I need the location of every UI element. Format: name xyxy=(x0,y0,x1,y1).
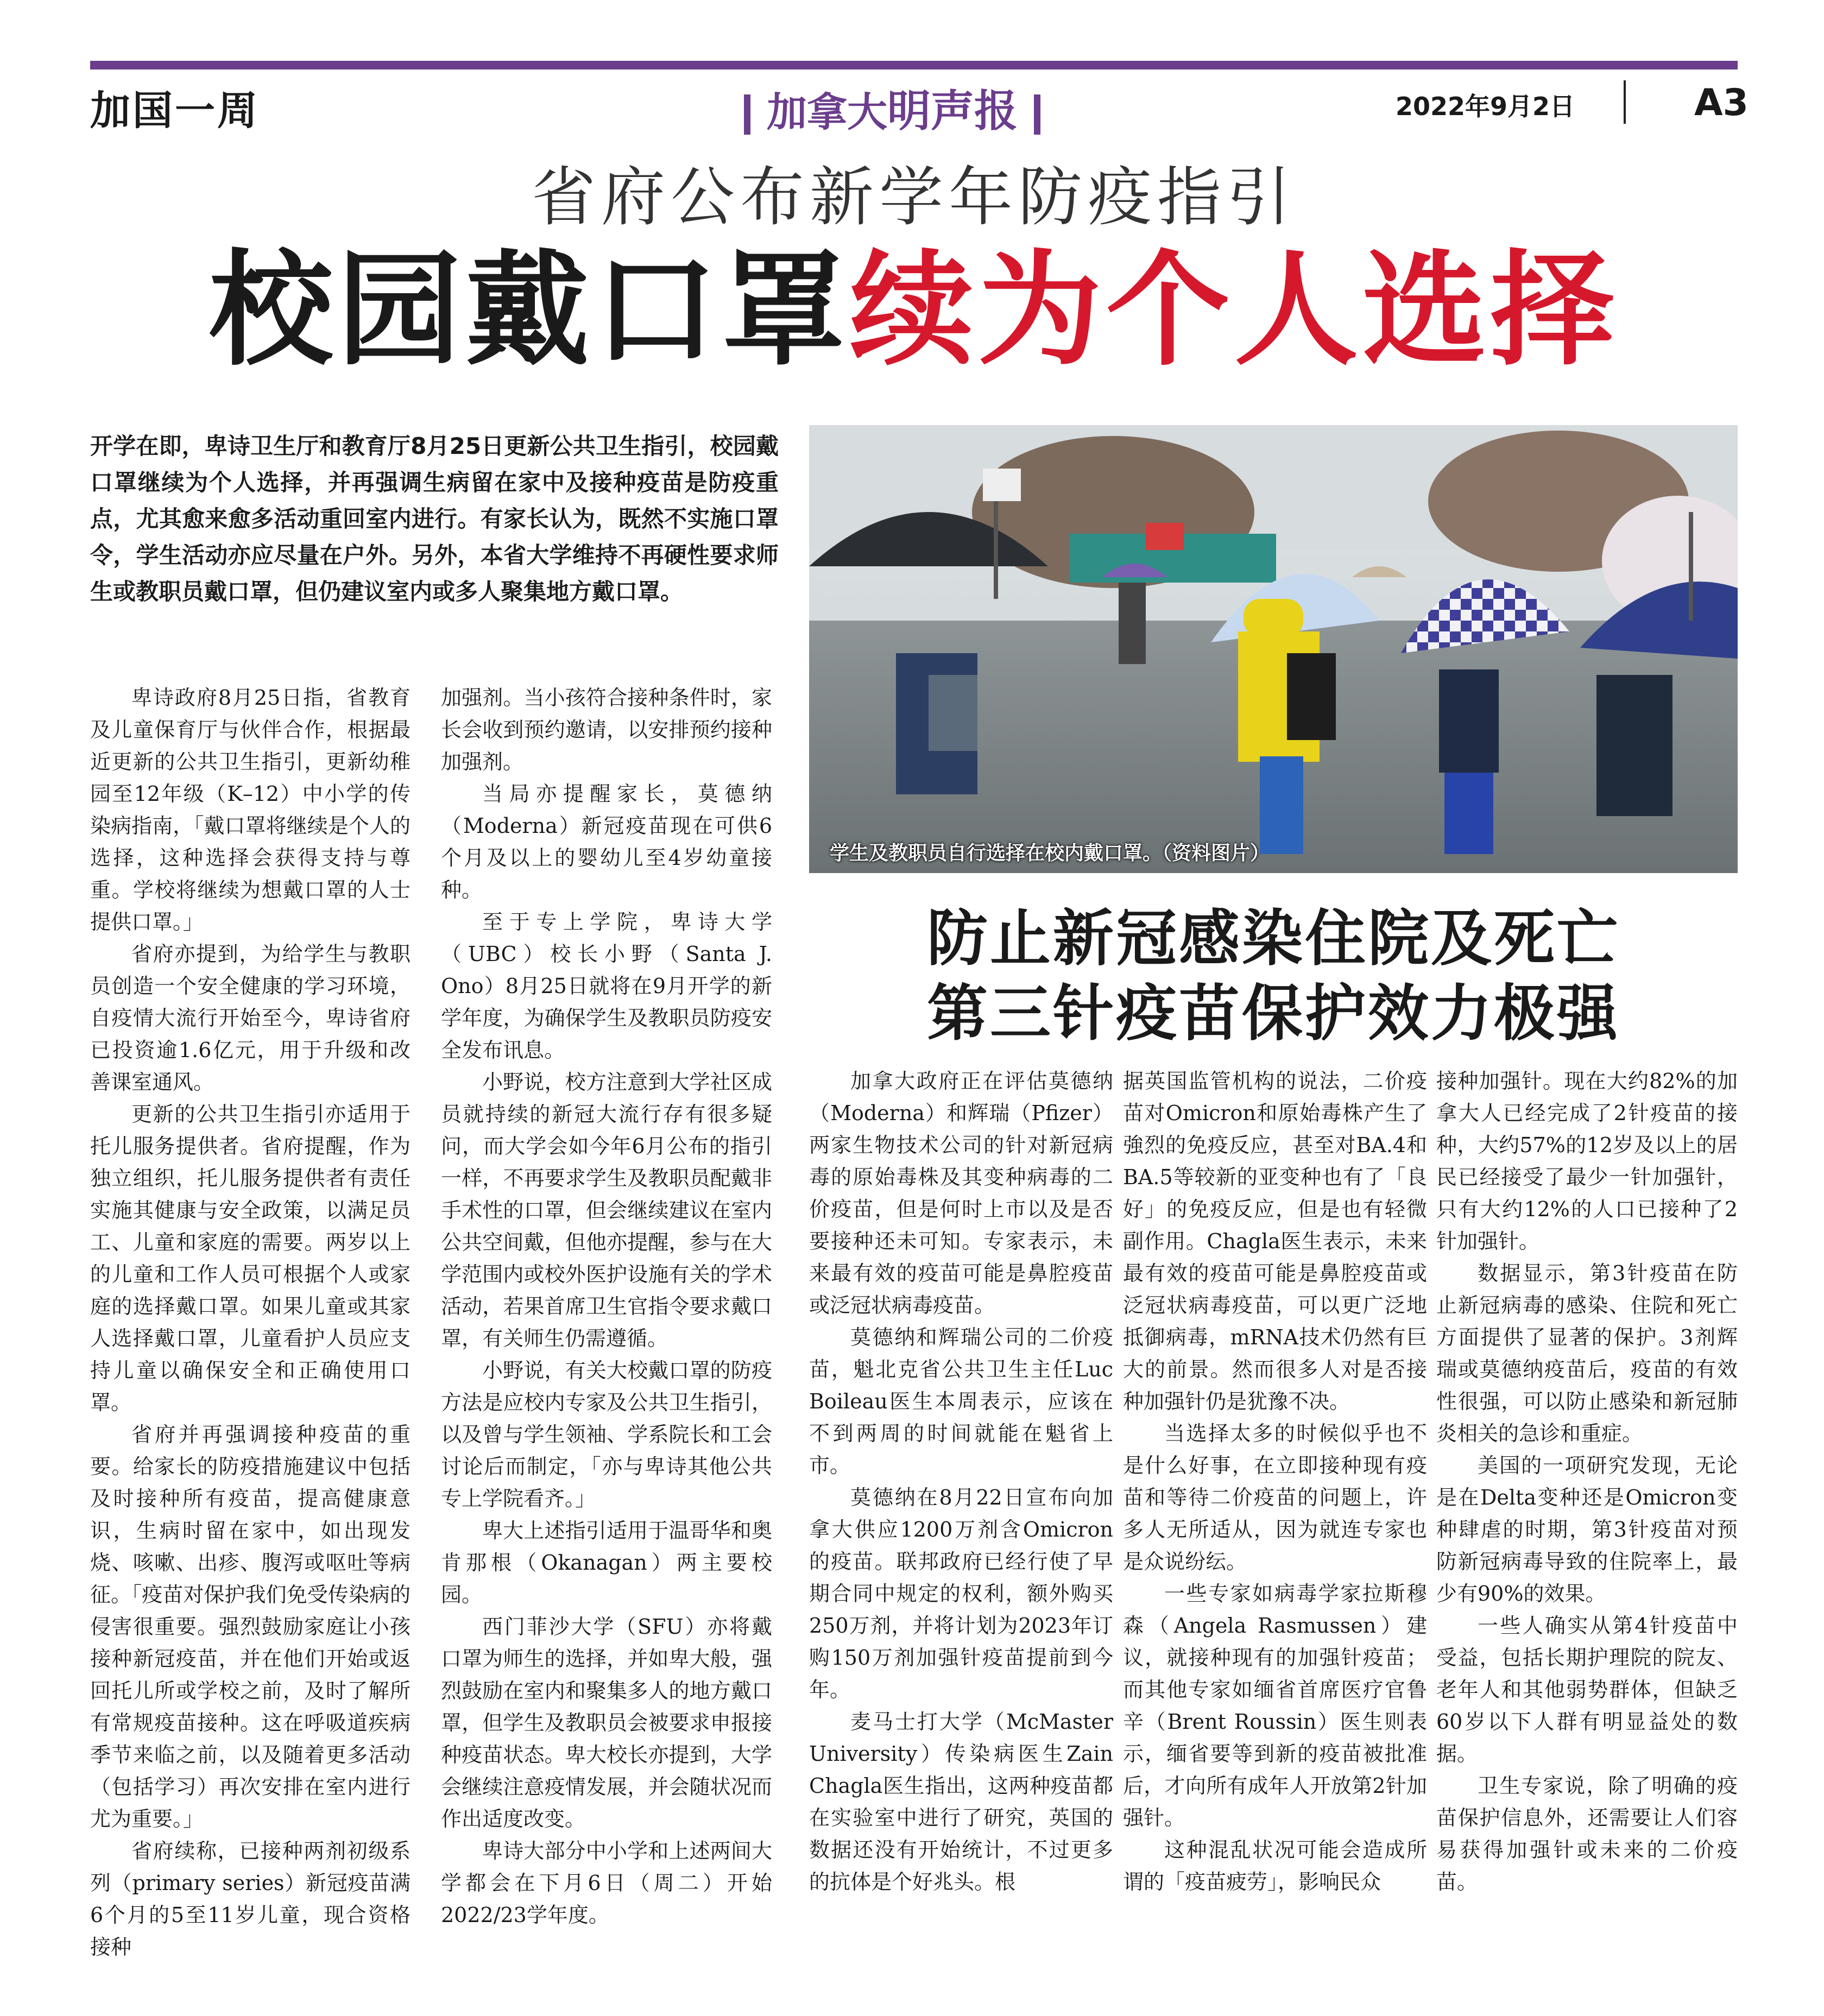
brand-bar-right xyxy=(1034,94,1040,135)
headline-black: 校园戴口罩 xyxy=(209,237,850,382)
paragraph: 省府续称，已接种两剂初级系列（primary series）新冠疫苗满6个月的5至11岁儿童，现合资格接种 xyxy=(90,1839,411,1959)
paragraph: 卑大上述指引适用于温哥华和奥肯那根（Okanagan）两主要校园。 xyxy=(441,1519,772,1607)
paragraph: 加拿大政府正在评估莫德纳（Moderna）和辉瑞（Pfizer）两家生物技术公司的针对新冠病毒的原始毒株及其变种病毒的二价疫苗，但是何时上市以及是否要接种还未可知。专家表示，未来最有效的疫苗可能是鼻腔疫苗或泛冠状病毒疫苗。 xyxy=(809,1069,1113,1317)
paragraph: 莫德纳在8月22日宣布向加拿大供应1200万剂含Omicron的疫苗。联邦政府已经行使了早期合同中规定的权利，额外购买250万剂，并将计划为2023年订购150万剂加强针疫苗提前到今年。 xyxy=(809,1486,1113,1702)
article1-column-1 xyxy=(90,682,411,1963)
paragraph: 西门菲沙大学（SFU）亦将戴口罩为师生的选择，并如卑大般，强烈鼓励在室内和聚集多人的地方戴口罩，但学生及教职员会被要求申报接种疫苗状态。卑大校长亦提到，大学会继续注意疫情发展，并会随状况而作出适度改变。 xyxy=(441,1615,772,1831)
paragraph: 更新的公共卫生指引亦适用于托儿服务提供者。省府提醒，作为独立组织，托儿服务提供者有责任实施其健康与安全政策，以满足员工、儿童和家庭的需要。两岁以上的儿童和工作人员可根据个人或家庭的选择戴口罩。如果儿童或其家人选择戴口罩，儿童看护人员应支持儿童以确保安全和正确使用口罩。 xyxy=(90,1102,411,1414)
paragraph: 一些人确实从第4针疫苗中受益，包括长期护理院的院友、老年人和其他弱势群体，但缺乏60岁以下人群有明显益处的数据。 xyxy=(1436,1614,1738,1766)
news-photo xyxy=(809,425,1738,873)
paragraph: 省府并再强调接种疫苗的重要。给家长的防疫措施建议中包括及时接种所有疫苗，提高健康意识，生病时留在家中，如出现发烧、咳嗽、出疹、腹泻或呕吐等病征。「疫苗对保护我们免受传染病的侵害很重要。强烈鼓励家庭让小孩接种新冠疫苗，并在他们开始或返回托儿所或学校之前，及时了解所有常规疫苗接种。这在呼吸道疾病季节来临之前，以及随着更多活动（包括学习）再次安排在室内进行尤为重要。」 xyxy=(90,1423,411,1831)
second-headline xyxy=(809,901,1738,1051)
paragraph: 当选择太多的时候似乎也不是什么好事，在立即接种现有疫苗和等待二价疫苗的问题上，许多人无所适从，因为就连专家也是众说纷纭。 xyxy=(1123,1421,1427,1573)
article1-column-2 xyxy=(441,682,772,1931)
top-rule xyxy=(90,61,1738,69)
section-name: 加国一周 xyxy=(90,87,260,134)
paragraph: 一些专家如病毒学家拉斯穆森（Angela Rasmussen）建议，就接种现有的加强针疫苗；而其他专家如缅省首席医疗官鲁辛（Brent Roussin）医生则表示，缅省要等到新的疫苗被批准后，才向所有成年人开放第2针加强针。 xyxy=(1123,1582,1427,1830)
brand-prefix: 加拿大 xyxy=(767,89,887,136)
paragraph: 莫德纳和辉瑞公司的二价疫苗，魁北克省公共卫生主任Luc Boileau医生本周表示，应该在不到两周的时间就能在魁省上市。 xyxy=(809,1325,1113,1477)
photo-caption: 学生及教职员自行选择在校内戴口罩。（资料图片） xyxy=(830,842,1270,864)
article2-column-2 xyxy=(1123,1065,1427,1898)
headline-red: 续为个人选择 xyxy=(850,237,1619,382)
brand-bar-left xyxy=(744,94,750,135)
paragraph: 至于专上学院，卑诗大学（UBC）校长小野（Santa J. Ono）8月25日就将在9月开学的新学年度，为确保学生及教职员防疫安全发布讯息。 xyxy=(441,910,772,1062)
lead-paragraph: 开学在即，卑诗卫生厅和教育厅8月25日更新公共卫生指引，校园戴口罩继续为个人选择，并再强调生病留在家中及接种疫苗是防疫重点，尤其愈来愈多活动重回室内进行。有家长认为，既然不实施口罩令，学生活动亦应尽量在户外。另外，本省大学维持不再硬性要求师生或教职员戴口罩，但仍建议室内或多人聚集地方戴口罩。 xyxy=(90,433,779,605)
paragraph: 数据显示，第3针疫苗在防止新冠病毒的感染、住院和死亡方面提供了显著的保护。3剂辉瑞或莫德纳疫苗后，疫苗的有效性很强，可以防止感染和新冠肺炎相关的急诊和重症。 xyxy=(1436,1261,1738,1445)
masthead-brand xyxy=(728,76,1057,138)
paragraph: 卫生专家说，除了明确的疫苗保护信息外，还需要让人们容易获得加强针或未来的二价疫苗。 xyxy=(1436,1774,1738,1894)
paragraph: 这种混乱状况可能会造成所谓的「疫苗疲劳」，影响民众 xyxy=(1123,1838,1427,1894)
page-number: A3 xyxy=(1694,81,1749,124)
paragraph: 当局亦提醒家长，莫德纳（Moderna）新冠疫苗现在可供6个月及以上的婴幼儿至4岁幼童接种。 xyxy=(441,782,772,902)
schoolyard-umbrella-photo xyxy=(809,425,1738,873)
article2-column-1 xyxy=(809,1065,1113,1898)
paragraph: 小野说，有关大校戴口罩的防疫方法是应校内专家及公共卫生指引，以及曾与学生领袖、学系院长和工会讨论后而制定，「亦与卑诗其他公共专上学院看齐。」 xyxy=(441,1358,772,1511)
headline-subtitle: 省府公布新学年防疫指引 xyxy=(531,160,1296,235)
paragraph-continued: 加强剂。当小孩符合接种条件时，家长会收到预约邀请，以安排预约接种加强剂。 xyxy=(441,686,772,774)
article2-column-3 xyxy=(1436,1065,1738,1898)
paragraph: 美国的一项研究发现，无论是在Delta变种还是Omicron变种肆虐的时期，第3针疫苗对预防新冠病毒导致的住院率上，最少有90%的效果。 xyxy=(1436,1453,1738,1606)
paragraph-continued: 接种加强针。现在大约82%的加拿大人已经完成了2针疫苗的接种，大约57%的12岁及以上的居民已经接受了最少一针加强针，只有大约12%的人口已接种了2针加强针。 xyxy=(1436,1069,1738,1253)
second-headline-line-1: 防止新冠感染住院及死亡 xyxy=(927,903,1620,974)
brand-strong: 明声报 xyxy=(887,86,1018,136)
main-headline xyxy=(90,239,1738,380)
paragraph: 卑诗大部分中小学和上述两间大学都会在下月6日（周二）开始2022/23学年度。 xyxy=(441,1839,772,1927)
paragraph: 小野说，校方注意到大学社区成员就持续的新冠大流行存有很多疑问，而大学会如今年6月公布的指引一样，不再要求学生及教职员配戴非手术性的口罩，但会继续建议在室内公共空间戴，但他亦提醒，参与在大学范围内或校外医护设施有关的学术活动，若果首席卫生官指令要求戴口罩，有关师生仍需遵循。 xyxy=(441,1070,772,1350)
paragraph: 卑诗政府8月25日指，省教育及儿童保育厅与伙伴合作，根据最近更新的公共卫生指引，更新幼稚园至12年级（K–12）中小学的传染病指南，「戴口罩将继续是个人的选择，这种选择会获得支持与尊重。学校将继续为想戴口罩的人士提供口罩。」 xyxy=(90,686,411,934)
issue-date: 2022年9月2日 xyxy=(1396,92,1575,121)
paragraph-continued: 据英国监管机构的说法，二价疫苗对Omicron和原始毒株产生了強烈的免疫反应，甚至对BA.4和BA.5等较新的亚变种也有了「良好」的免疫反应，但是也有轻微副作用。Chagla医生表示，未来最有效的疫苗可能是鼻腔疫苗或泛冠状病毒疫苗，可以更广泛地抵御病毒，mRNA技术仍然有巨大的前景。然而很多人对是否接种加强针仍是犹豫不决。 xyxy=(1123,1069,1427,1413)
header-divider xyxy=(1624,80,1626,124)
second-headline-line-2: 第三针疫苗保护效力极强 xyxy=(927,978,1620,1049)
paragraph: 省府亦提到，为给学生与教职员创造一个安全健康的学习环境，自疫情大流行开始至今，卑诗省府已投资逾1.6亿元，用于升级和改善课室通风。 xyxy=(90,942,411,1094)
paragraph: 麦马士打大学（McMaster University）传染病医生Zain Chagla医生指出，这两种疫苗都在实验室中进行了研究，英国的数据还没有开始统计，不过更多的抗体是个好兆头。根 xyxy=(809,1710,1113,1894)
